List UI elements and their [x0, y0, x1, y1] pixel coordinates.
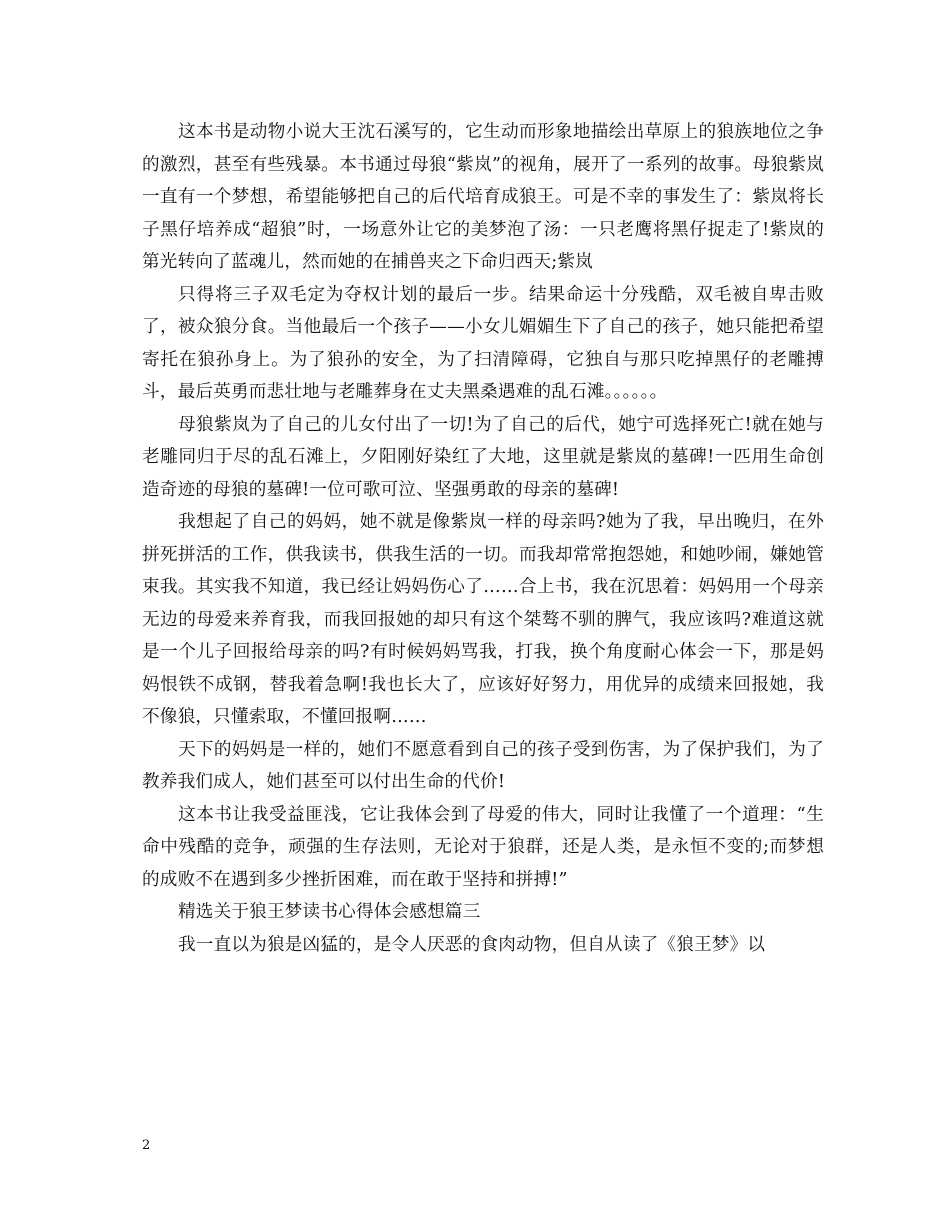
paragraph-7: 我一直以为狼是凶猛的，是令人厌恶的食肉动物，但自从读了《狼王梦》以	[178, 934, 766, 955]
paragraph-3: 母狼紫岚为了自己的儿女付出了一切!为了自己的后代，她宁可选择死亡!就在她与老雕同归于尽的乱石滩上，夕阳刚好染红了大地，这里就是紫岚的墓碑!一匹用生命创造奇迹的母狼的墓碑!一位可歌可泣、坚强勇敢的母亲的墓碑!	[142, 414, 824, 500]
paragraph-4: 我想起了自己的妈妈，她不就是像紫岚一样的母亲吗?她为了我，早出晚归，在外拼死拼活的工作，供我读书，供我生活的一切。而我却常常抱怨她，和她吵闹，嫌她管束我。其实我不知道，我已经让妈妈伤心了……合上书，我在沉思着：妈妈用一个母亲无边的母爱来养育我，而我回报她的却只有这个桀骜不驯的脾气，我应该吗?难道这就是一个儿子回报给母亲的吗?有时候妈妈骂我，打我，换个角度耐心体会一下，那是妈妈恨铁不成钢，替我着急啊!我也长大了，应该好好努力，用优异的成绩来回报她，我不像狼，只懂索取，不懂回报啊……	[142, 512, 824, 727]
paragraph-6: 这本书让我受益匪浅，它让我体会到了母爱的伟大，同时让我懂了一个道理：“生命中残酷的竞争，顽强的生存法则，无论对于狼群，还是人类，是永恒不变的;而梦想的成败不在遇到多少挫折困难，而在敢于坚持和拼搏!”	[142, 804, 824, 890]
paragraph-2: 只得将三子双毛定为夺权计划的最后一步。结果命运十分残酷，双毛被自卑击败了，被众狼分食。当他最后一个孩子——小女儿媚媚生下了自己的孩子，她只能把希望寄托在狼孙身上。为了狼孙的安全，为了扫清障碍，它独自与那只吃掉黑仔的老雕搏斗，最后英勇而悲壮地与老雕葬身在丈夫黑桑遇难的乱石滩。。。。。。	[142, 284, 824, 402]
body-text	[142, 116, 824, 961]
section-heading: 精选关于狼王梦读书心得体会感想篇三	[178, 902, 481, 922]
page-number: 2	[142, 1138, 151, 1153]
paragraph-5: 天下的妈妈是一样的，她们不愿意看到自己的孩子受到伤害，为了保护我们，为了教养我们成人，她们甚至可以付出生命的代价!	[142, 739, 824, 792]
paragraph-1: 这本书是动物小说大王沈石溪写的，它生动而形象地描绘出草原上的狼族地位之争的激烈，甚至有些残暴。本书通过母狼“紫岚”的视角，展开了一系列的故事。母狼紫岚一直有一个梦想，希望能够把自己的后代培育成狼王。可是不幸的事发生了：紫岚将长子黑仔培养成“超狼”时，一场意外让它的美梦泡了汤：一只老鹰将黑仔捉走了!紫岚的第光转向了蓝魂儿，然而她的在捕兽夹之下命归西天;紫岚	[142, 122, 824, 272]
